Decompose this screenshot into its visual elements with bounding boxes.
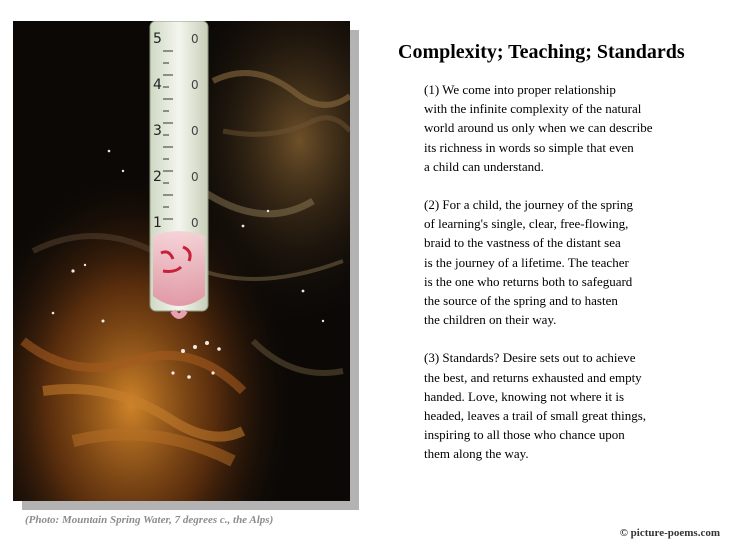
poem-line: is the journey of a lifetime. The teacher [424,254,629,270]
thermometer-scale-label: 3 [153,123,162,139]
poem-line: (1) We come into proper relationship [424,82,616,97]
poem-line: headed, leaves a trail of small great things, [424,408,647,424]
page-title: Complexity; Teaching; Standards [398,41,685,63]
thermometer-in-spring-water-photo [13,21,350,501]
poem-line: them along the way. [424,446,529,462]
poem-line: its richness in words so simple that even [424,139,634,155]
poem-line: inspiring to all those who chance upon [424,427,625,443]
poem-body [424,80,724,483]
poem-line: the source of the spring and to hasten [424,293,618,309]
svg-text:0: 0 [191,124,199,138]
thermometer-scale-label: 1 [153,215,162,231]
stanza-standards [424,348,724,463]
thermometer-scale-label: 4 [153,77,162,93]
poem-line: a child can understand. [424,158,544,174]
svg-text:0: 0 [191,32,199,46]
stanza-teaching [424,195,724,329]
poem-line: world around us only when we can describe [424,120,653,136]
copyright-notice: © picture-poems.com [619,527,720,539]
poem-line: the best, and returns exhausted and empty [424,369,642,385]
poem-line: (3) Standards? Desire sets out to achieve [424,350,636,366]
stanza-complexity [424,80,724,176]
poem-line: handed. Love, knowing not where it is [424,388,625,404]
poem-line: the children on their way. [424,312,557,328]
photo-illustration [13,21,350,501]
svg-text:0: 0 [191,170,199,184]
photo-caption: (Photo: Mountain Spring Water, 7 degrees c., the Alps) [25,514,274,526]
poem-line: (2) For a child, the journey of the spring [424,197,634,213]
thermometer-scale-label: 2 [153,169,162,185]
svg-text:0: 0 [191,78,199,92]
poem-line: of learning's single, clear, free-flowing, [424,216,629,232]
thermometer-scale-label: 5 [153,31,162,47]
poem-line: is the one who returns both to safeguard [424,273,633,289]
poem-line: with the infinite complexity of the natural [424,101,642,117]
poem-line: braid to the vastness of the distant sea [424,235,621,251]
svg-text:0: 0 [191,216,199,230]
